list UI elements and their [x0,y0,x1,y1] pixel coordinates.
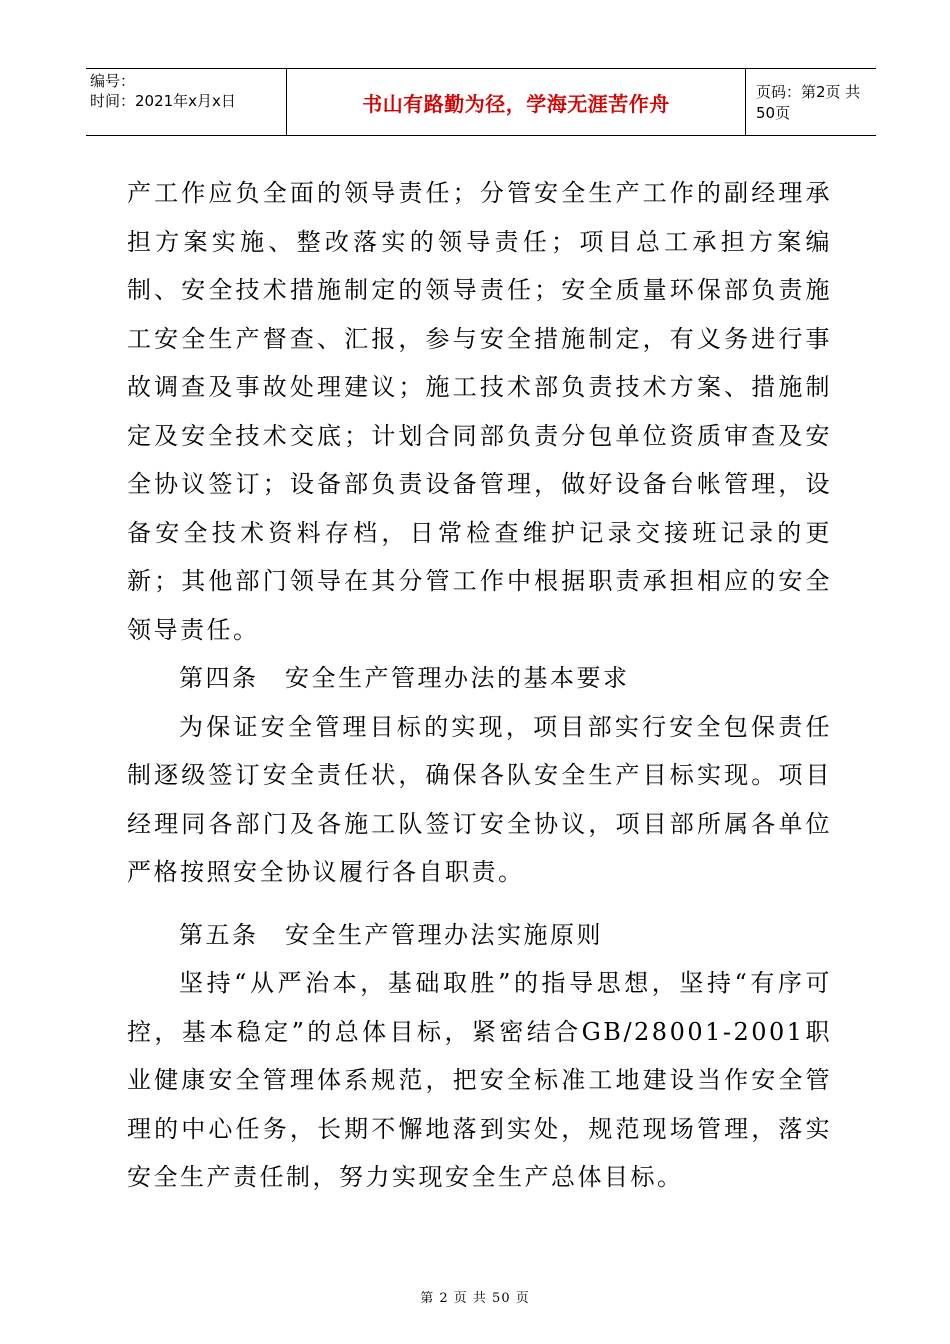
header-meta [86,69,286,135]
paragraph-spacer [127,897,832,911]
header-motto: 书山有路勤为径，学海无涯苦作舟 [286,69,746,135]
document-number-label: 编号： [90,72,136,90]
header-page-info: 页码：第2页 共50页 [756,83,861,122]
page-footer: 第 2 页 共 50 页 [420,1291,530,1306]
article-4-heading: 第四条 安全生产管理办法的基本要求 [179,664,630,692]
paragraph-principles: 坚持“从严治本，基础取胜”的指导思想，坚持“有序可控，基本稳定”的总体目标，紧密结合GB/28001-2001职业健康安全管理体系规范，把安全标准工地建设当作安全管理的中心任务，长期不懈地落到实处，规范现场管理，落实安全生产责任制，努力实现安全生产总体目标。 [127,969,832,1191]
document-body [127,169,832,1202]
page-header [86,68,876,136]
paragraph-responsibilities: 产工作应负全面的领导责任；分管安全生产工作的副经理承担方案实施、整改落实的领导责任；项目总工承担方案编制、安全技术措施制定的领导责任；安全质量环保部负责施工安全生产督查、汇报，参与安全措施制定，有义务进行事故调查及事故处理建议；施工技术部负责技术方案、措施制定及安全技术交底；计划合同部负责分包单位资质审查及安全协议签订；设备部负责设备管理，做好设备台帐管理，设备安全技术资料存档，日常检查维护记录交接班记录的更新；其他部门领导在其分管工作中根据职责承担相应的安全领导责任。 [127,179,832,644]
paragraph-basic-requirements: 为保证安全管理目标的实现，项目部实行安全包保责任制逐级签订安全责任状，确保各队安全生产目标实现。项目经理同各部门及各施工队签订安全协议，项目部所属各单位严格按照安全协议履行各自职责。 [127,712,832,886]
document-time-label: 时间：2021年x月x日 [90,92,236,110]
article-5-heading: 第五条 安全生产管理办法实施原则 [179,920,603,949]
